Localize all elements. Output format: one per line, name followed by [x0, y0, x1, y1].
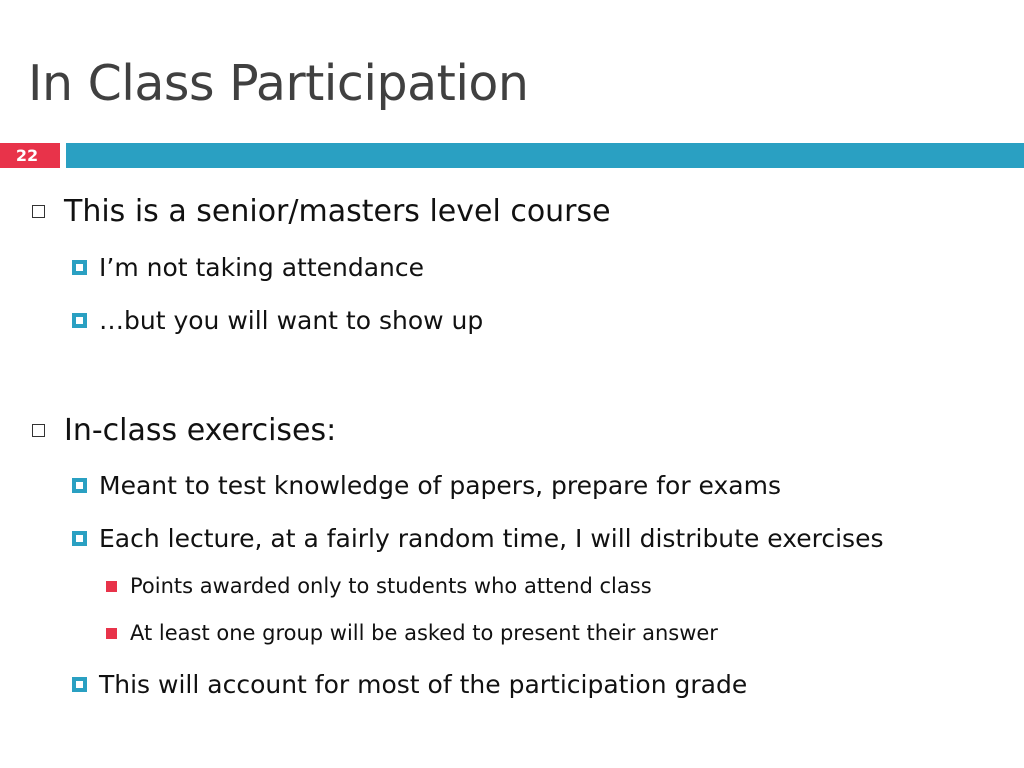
bullet-level3 [106, 570, 652, 602]
bullet-text: This will account for most of the participation grade [99, 669, 748, 699]
bullet-level2 [72, 467, 781, 503]
bullet-level1 [32, 190, 611, 232]
square-bullet-icon [72, 260, 87, 275]
bullet-level2 [72, 302, 483, 338]
bullet-text: Points awarded only to students who attend class [130, 574, 652, 598]
slide-title: In Class Participation [28, 55, 529, 112]
bullet-text: At least one group will be asked to present their answer [130, 621, 718, 645]
bullet-level2 [72, 249, 424, 285]
bullet-text: This is a senior/masters level course [64, 193, 611, 229]
bullet-text: …but you will want to show up [99, 305, 484, 335]
filled-square-bullet-icon [106, 628, 117, 639]
slide-number: 22 [0, 143, 60, 168]
bullet-text: I’m not taking attendance [99, 252, 425, 282]
square-bullet-icon [72, 531, 87, 546]
hollow-square-bullet-icon [32, 424, 45, 437]
filled-square-bullet-icon [106, 581, 117, 592]
square-bullet-icon [72, 313, 87, 328]
square-bullet-icon [72, 478, 87, 493]
square-bullet-icon [72, 677, 87, 692]
bullet-text: Meant to test knowledge of papers, prepare for exams [99, 470, 781, 500]
bullet-level2 [72, 520, 884, 556]
bullet-level3 [106, 617, 718, 649]
bullet-text: Each lecture, at a fairly random time, I will distribute exercises [99, 523, 884, 553]
hollow-square-bullet-icon [32, 205, 45, 218]
bullet-level2 [72, 666, 747, 702]
bullet-text: In-class exercises: [64, 412, 337, 448]
bullet-level1 [32, 409, 336, 451]
